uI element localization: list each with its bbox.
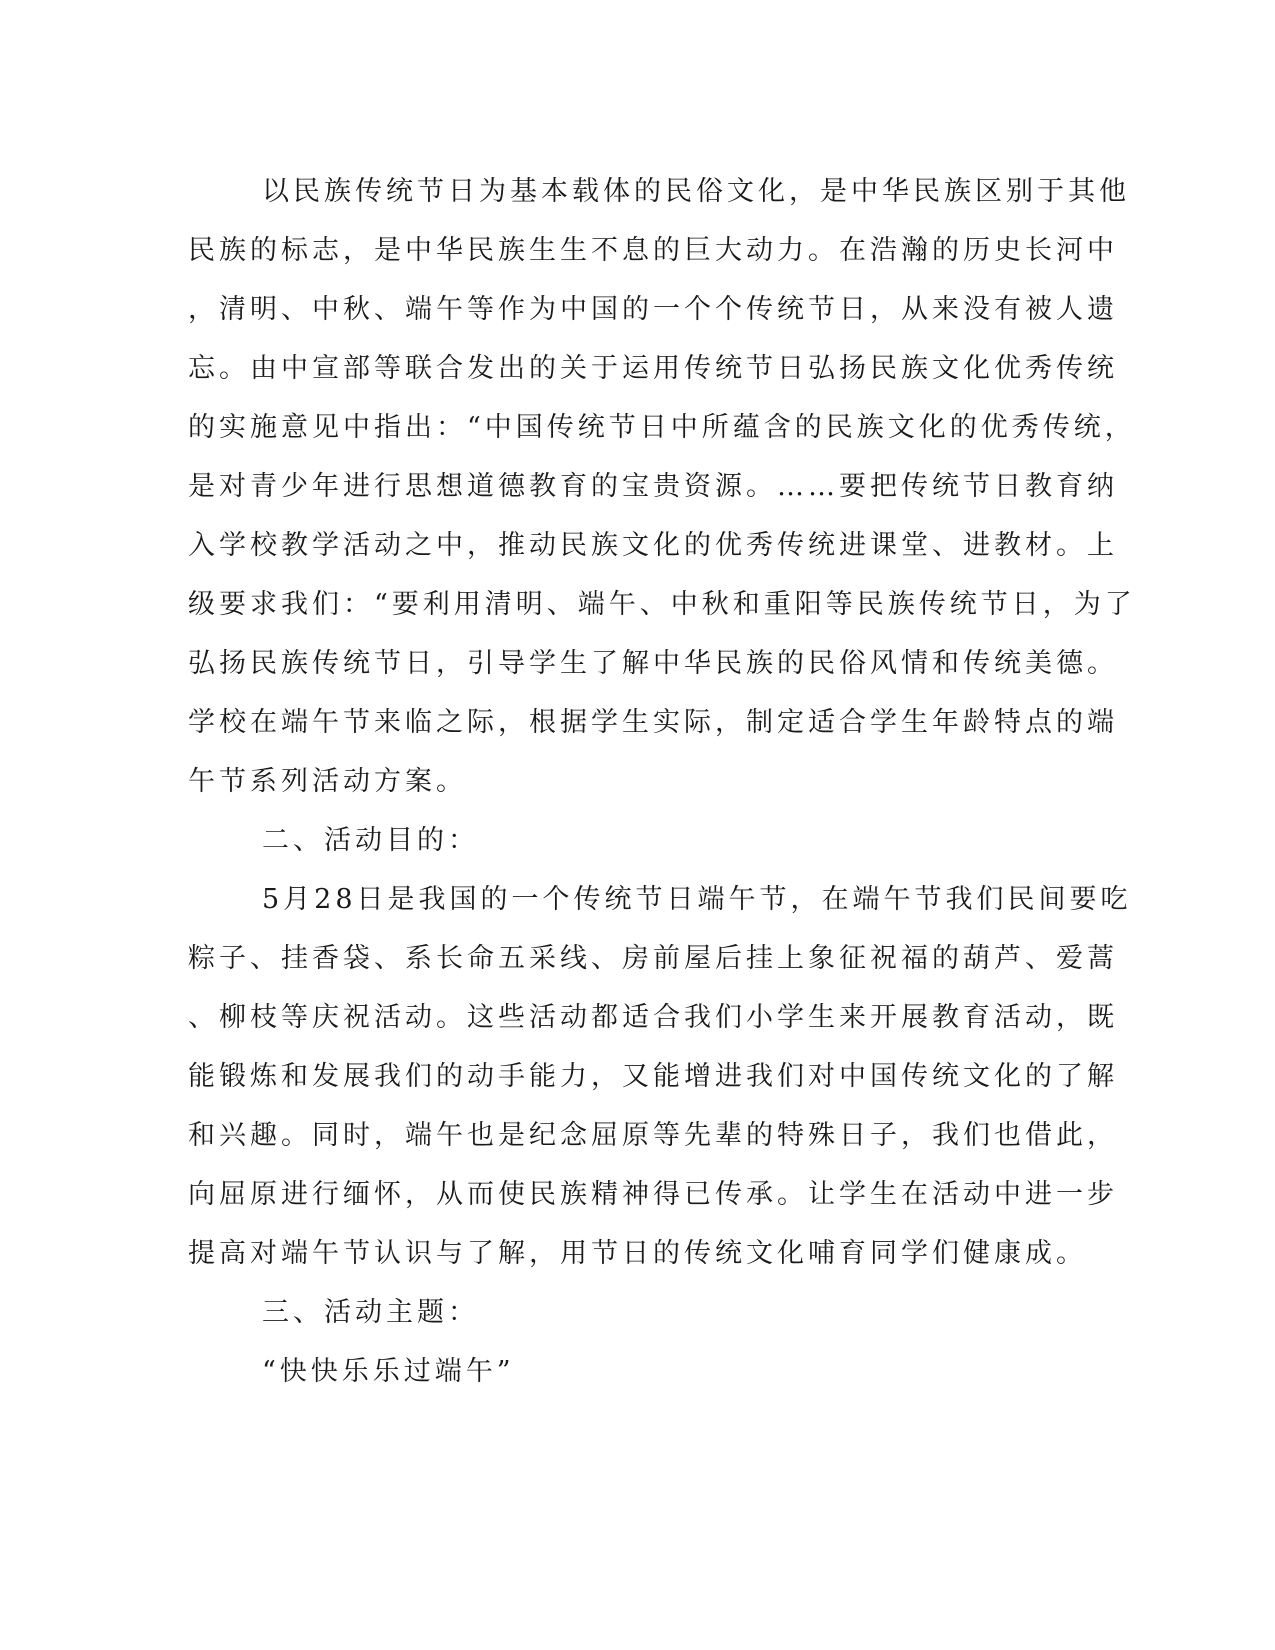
- paragraph-line: 提高对端午节认识与了解，用节日的传统文化哺育同学们健康成。: [188, 1238, 1087, 1269]
- paragraph-line: 以民族传统节日为基本载体的民俗文化，是中华民族区别于其他: [262, 176, 1130, 207]
- paragraph-line: 入学校教学活动之中，推动民族文化的优秀传统进课堂、进教材。上: [188, 530, 1118, 561]
- paragraph-line: ，清明、中秋、端午等作为中国的一个个传统节日，从来没有被人遗: [188, 294, 1118, 325]
- paragraph-line: 民族的标志，是中华民族生生不息的巨大动力。在浩瀚的历史长河中: [188, 235, 1118, 266]
- paragraph-line: 粽子、挂香袋、系长命五采线、房前屋后挂上象征祝福的葫芦、爱蒿: [188, 943, 1118, 974]
- paragraph-line: 向屈原进行缅怀，从而使民族精神得已传承。让学生在活动中进一步: [188, 1179, 1118, 1210]
- paragraph-line: 忘。由中宣部等联合发出的关于运用传统节日弘扬民族文化优秀传统: [188, 353, 1118, 384]
- paragraph-line: 弘扬民族传统节日，引导学生了解中华民族的民俗风情和传统美德。: [188, 648, 1118, 679]
- activity-theme: “快快乐乐过端午”: [262, 1356, 515, 1387]
- paragraph-line: 学校在端午节来临之际，根据学生实际，制定适合学生年龄特点的端: [188, 707, 1118, 738]
- paragraph-line: 、柳枝等庆祝活动。这些活动都适合我们小学生来开展教育活动，既: [188, 1002, 1118, 1033]
- paragraph-line: 是对青少年进行思想道德教育的宝贵资源。……要把传统节日教育纳: [188, 471, 1118, 502]
- paragraph-line: 能锻炼和发展我们的动手能力，又能增进我们对中国传统文化的了解: [188, 1061, 1118, 1092]
- section-heading: 二、活动目的：: [262, 825, 479, 856]
- paragraph-line: 午节系列活动方案。: [188, 766, 467, 797]
- paragraph-line: 的实施意见中指出：“中国传统节日中所蕴含的民族文化的优秀传统，: [188, 412, 1136, 443]
- paragraph-line: 和兴趣。同时，端午也是纪念屈原等先辈的特殊日子，我们也借此，: [188, 1120, 1118, 1151]
- section-heading: 三、活动主题：: [262, 1297, 479, 1328]
- paragraph-line: 级要求我们：“要利用清明、端午、中秋和重阳等民族传统节日，为了: [188, 589, 1136, 620]
- document-body: [188, 162, 1136, 1401]
- paragraph-line: 5月28日是我国的一个传统节日端午节，在端午节我们民间要吃: [262, 884, 1132, 915]
